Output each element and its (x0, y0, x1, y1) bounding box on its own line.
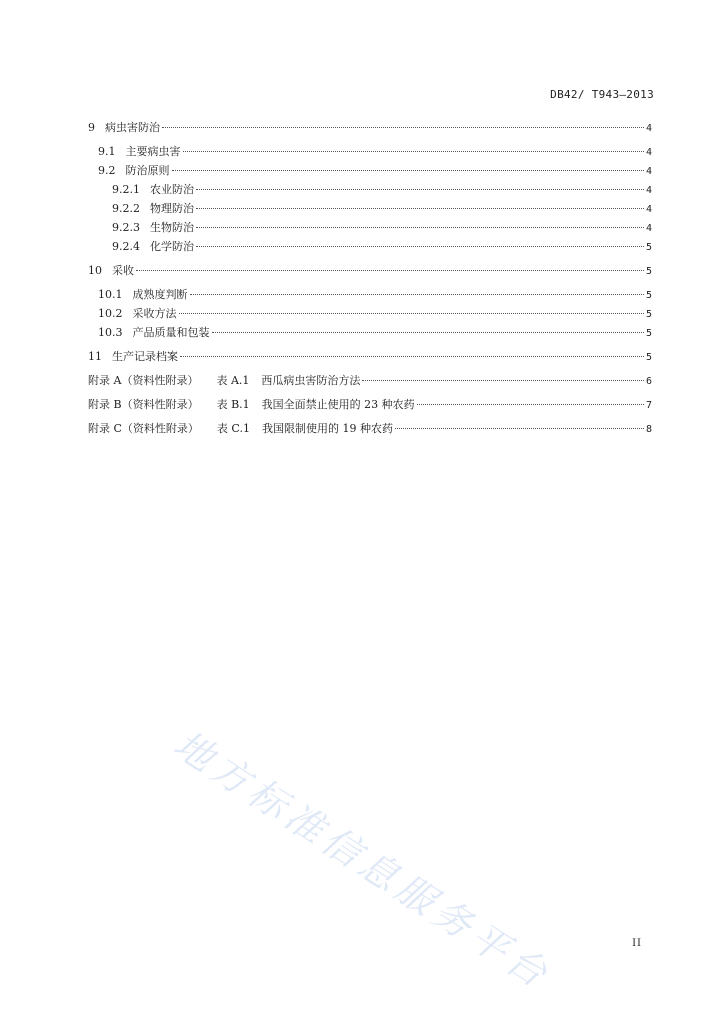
toc-title: 西瓜病虫害防治方法 (261, 374, 361, 387)
watermark: 地方标准信息服务平台 (166, 721, 560, 999)
appendix-table-ref: 表 A.1 (216, 374, 250, 387)
toc-entry-11[interactable] (88, 347, 652, 366)
table-of-contents (88, 118, 652, 438)
toc-entry-9-2-1[interactable] (88, 180, 652, 199)
toc-page-number: 8 (645, 424, 652, 435)
toc-number: 9.2 (98, 164, 116, 177)
toc-entry-10-1[interactable] (88, 285, 652, 304)
toc-number: 9.1 (98, 145, 116, 158)
appendix-label: 附录 C（资料性附录） (88, 422, 199, 435)
toc-page-number: 5 (645, 352, 652, 363)
dot-leader (196, 246, 644, 247)
toc-entry-9[interactable] (88, 118, 652, 137)
toc-title: 生产记录档案 (112, 350, 178, 363)
toc-page-number: 5 (645, 290, 652, 301)
toc-page-number: 4 (645, 123, 652, 134)
dot-leader (190, 294, 644, 295)
toc-number: 10.3 (98, 326, 123, 339)
toc-title: 我国全面禁止使用的 23 种农药 (261, 398, 415, 411)
toc-number: 10 (88, 264, 102, 277)
toc-title: 我国限制使用的 19 种农药 (261, 422, 393, 435)
dot-leader (395, 428, 644, 429)
toc-entry-9-2-2[interactable] (88, 199, 652, 218)
toc-number: 9.2.4 (112, 240, 140, 253)
footer-page-number: II (632, 938, 642, 949)
toc-number: 10.2 (98, 307, 123, 320)
toc-title: 化学防治 (150, 240, 194, 253)
dot-leader (180, 356, 644, 357)
toc-title: 成熟度判断 (132, 288, 188, 301)
toc-number: 9.2.2 (112, 202, 140, 215)
toc-page-number: 4 (645, 147, 652, 158)
appendix-table-ref: 表 B.1 (216, 398, 250, 411)
toc-title: 生物防治 (150, 221, 194, 234)
dot-leader (196, 208, 644, 209)
toc-page-number: 6 (645, 376, 652, 387)
toc-page-number: 5 (645, 266, 652, 277)
toc-entry-9-2[interactable] (88, 161, 652, 180)
toc-title: 物理防治 (150, 202, 194, 215)
toc-page-number: 5 (645, 328, 652, 339)
dot-leader (362, 380, 644, 381)
toc-entry-appendix-a[interactable] (88, 371, 652, 390)
toc-entry-10[interactable] (88, 261, 652, 280)
toc-number: 9.2.1 (112, 183, 140, 196)
toc-entry-appendix-c[interactable] (88, 419, 652, 438)
toc-title: 农业防治 (150, 183, 194, 196)
appendix-table-ref: 表 C.1 (216, 422, 250, 435)
toc-title: 采收 (112, 264, 134, 277)
appendix-label: 附录 B（资料性附录） (88, 398, 199, 411)
toc-page-number: 4 (645, 204, 652, 215)
toc-title: 防治原则 (125, 164, 170, 177)
dot-leader (162, 127, 644, 128)
dot-leader (136, 270, 644, 271)
toc-title: 产品质量和包装 (132, 326, 210, 339)
toc-entry-9-2-3[interactable] (88, 218, 652, 237)
toc-page-number: 5 (645, 309, 652, 320)
toc-number: 11 (88, 350, 102, 363)
toc-page-number: 4 (645, 223, 652, 234)
dot-leader (179, 313, 644, 314)
dot-leader (172, 170, 644, 171)
dot-leader (196, 227, 644, 228)
standard-code: DB42/ T943—2013 (550, 88, 654, 101)
toc-page-number: 7 (645, 400, 652, 411)
toc-number: 9 (88, 121, 95, 134)
toc-title: 采收方法 (132, 307, 177, 320)
toc-entry-9-2-4[interactable] (88, 237, 652, 256)
appendix-label: 附录 A（资料性附录） (88, 374, 199, 387)
toc-entry-10-2[interactable] (88, 304, 652, 323)
toc-page-number: 5 (645, 242, 652, 253)
toc-page-number: 4 (645, 185, 652, 196)
toc-page-number: 4 (645, 166, 652, 177)
toc-title: 病虫害防治 (105, 121, 160, 134)
toc-entry-9-1[interactable] (88, 142, 652, 161)
dot-leader (183, 151, 644, 152)
dot-leader (212, 332, 644, 333)
toc-number: 9.2.3 (112, 221, 140, 234)
toc-entry-appendix-b[interactable] (88, 395, 652, 414)
dot-leader (417, 404, 644, 405)
toc-entry-10-3[interactable] (88, 323, 652, 342)
toc-title: 主要病虫害 (125, 145, 181, 158)
toc-number: 10.1 (98, 288, 123, 301)
dot-leader (196, 189, 644, 190)
